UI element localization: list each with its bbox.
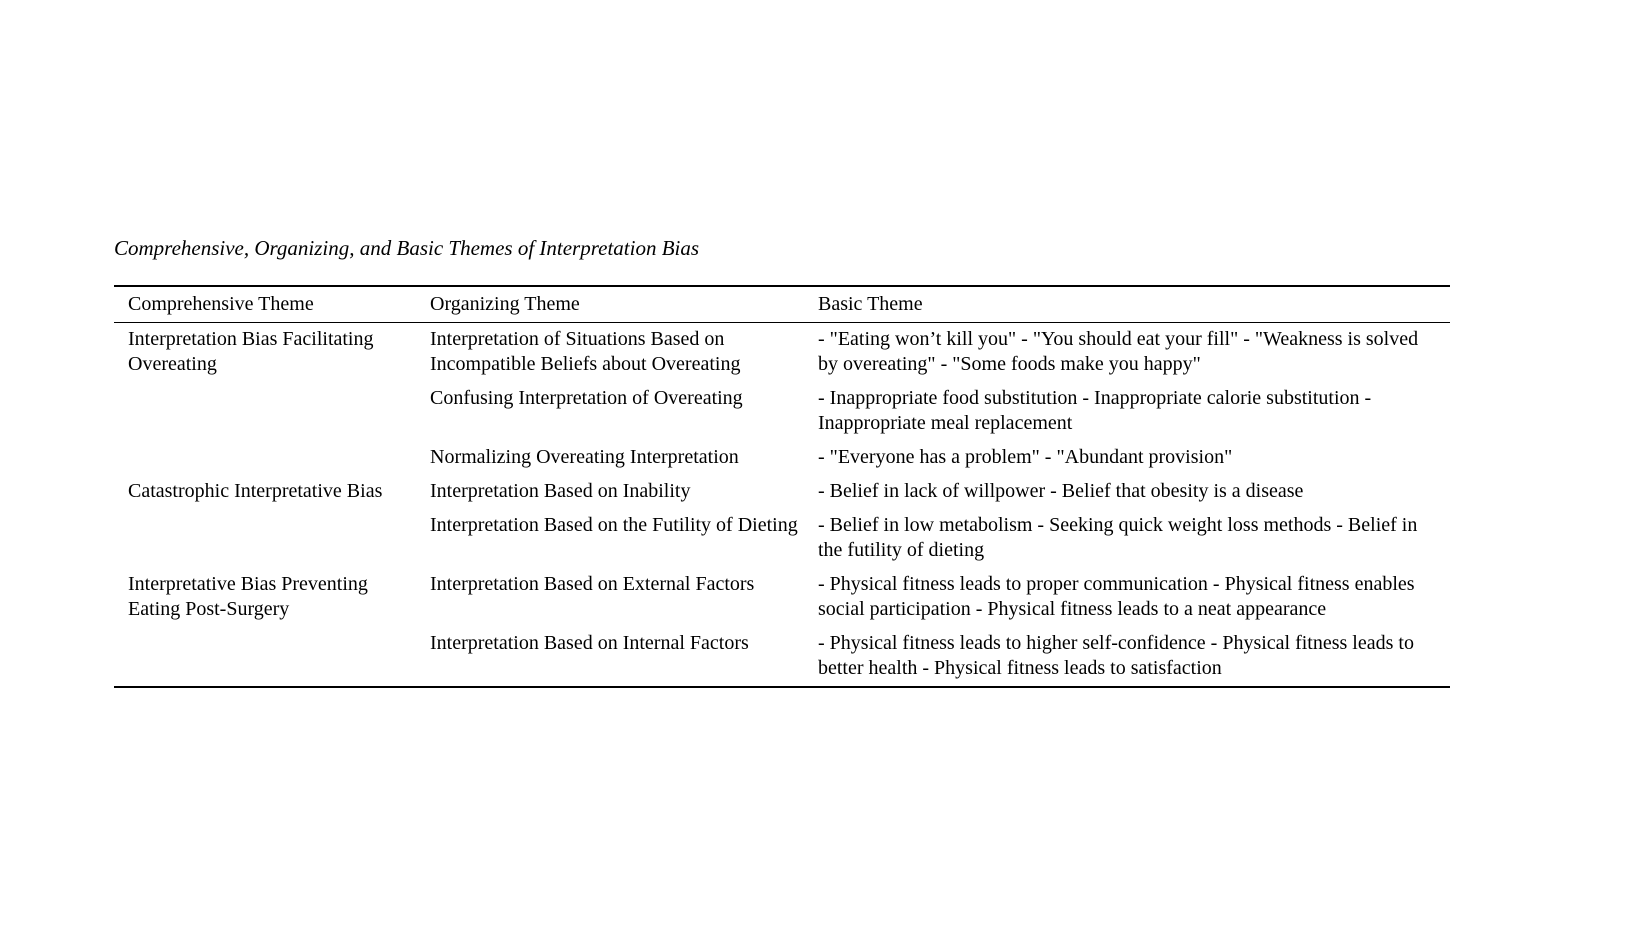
- cell-basic-theme: - "Eating won’t kill you" - "You should eat your fill" - "Weakness is solved by overeating" - "Some foods make you happy": [818, 328, 1419, 375]
- cell-comprehensive-theme: [114, 627, 416, 687]
- table-row: [114, 509, 1450, 568]
- cell-organizing-theme: Interpretation Based on Internal Factors: [430, 632, 749, 654]
- table-row: [114, 382, 1450, 441]
- cell-basic-theme: - Inappropriate food substitution - Inappropriate calorie substitution - Inappropriate meal replacement: [818, 387, 1372, 434]
- cell-organizing-theme: Interpretation Based on External Factors: [430, 573, 755, 595]
- cell-organizing-theme: Interpretation Based on Inability: [430, 480, 691, 502]
- page-content: [114, 235, 1450, 688]
- table-row: [114, 627, 1450, 687]
- column-header-organizing-theme: Organizing Theme: [416, 286, 804, 323]
- cell-comprehensive-theme: [114, 441, 416, 475]
- themes-table: [114, 285, 1450, 688]
- cell-comprehensive-theme: Interpretative Bias Preventing Eating Post-Surgery: [128, 573, 368, 620]
- cell-basic-theme: - Belief in lack of willpower - Belief that obesity is a disease: [818, 480, 1304, 502]
- table-row: [114, 475, 1450, 509]
- column-header-basic-theme: Basic Theme: [804, 286, 1450, 323]
- cell-basic-theme: - Belief in low metabolism - Seeking quick weight loss methods - Belief in the futility of dieting: [818, 514, 1418, 561]
- cell-organizing-theme: Interpretation Based on the Futility of Dieting: [430, 514, 798, 536]
- table-row: [114, 568, 1450, 627]
- cell-organizing-theme: Normalizing Overeating Interpretation: [430, 446, 739, 468]
- cell-basic-theme: - "Everyone has a problem" - "Abundant provision": [818, 446, 1233, 468]
- table-header-row: [114, 286, 1450, 323]
- cell-organizing-theme: Interpretation of Situations Based on Incompatible Beliefs about Overeating: [430, 328, 741, 375]
- cell-comprehensive-theme: Interpretation Bias Facilitating Overeating: [128, 328, 374, 375]
- table-row: [114, 323, 1450, 383]
- cell-organizing-theme: Confusing Interpretation of Overeating: [430, 387, 743, 409]
- table-row: [114, 441, 1450, 475]
- cell-basic-theme: - Physical fitness leads to higher self-confidence - Physical fitness leads to better health - Physical fitness leads to satisfaction: [818, 632, 1414, 679]
- column-header-comprehensive-theme: Comprehensive Theme: [114, 286, 416, 323]
- cell-basic-theme: - Physical fitness leads to proper communication - Physical fitness enables social participation - Physical fitness leads to a neat appearance: [818, 573, 1415, 620]
- cell-comprehensive-theme: [114, 509, 416, 568]
- cell-comprehensive-theme: [114, 382, 416, 441]
- table-caption: Comprehensive, Organizing, and Basic Themes of Interpretation Bias: [114, 236, 700, 260]
- cell-comprehensive-theme: Catastrophic Interpretative Bias: [128, 480, 383, 502]
